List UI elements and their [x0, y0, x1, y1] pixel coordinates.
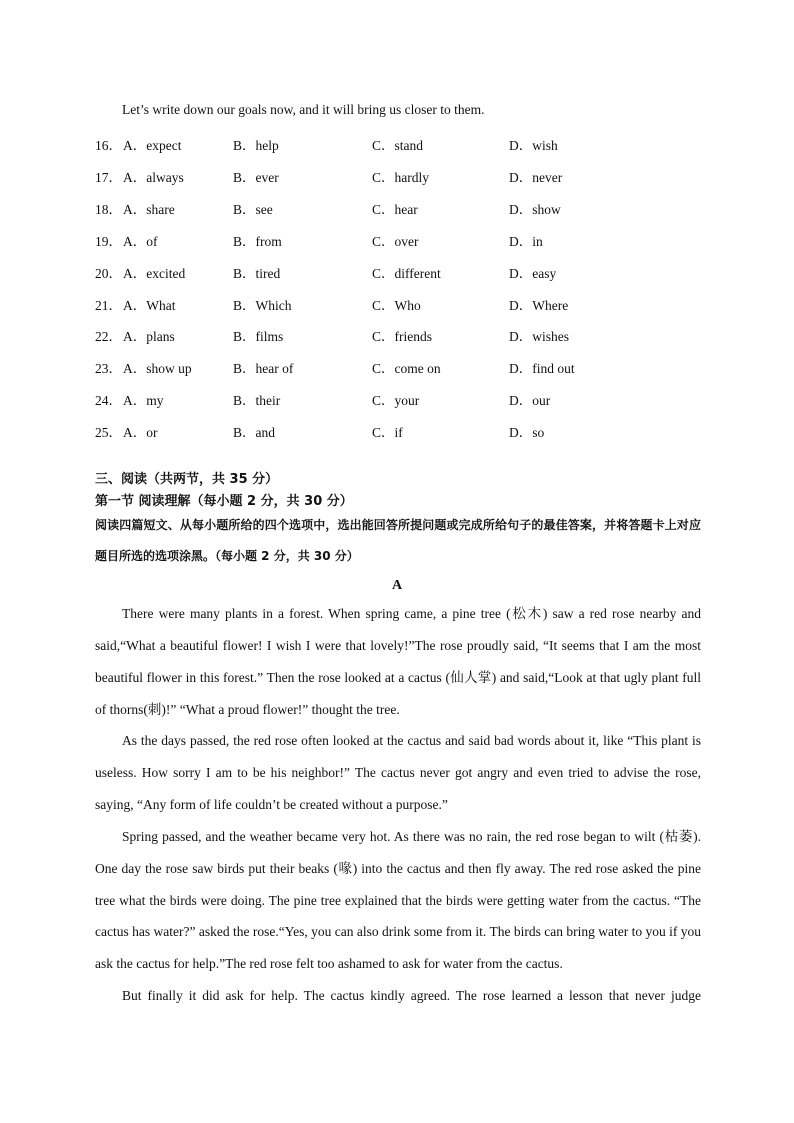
passage-title: A [391, 578, 403, 593]
option-d: D．in [509, 233, 543, 249]
question-number: 23． [95, 361, 122, 377]
option-b: B．hear of [233, 361, 294, 377]
option-a: A．What [123, 297, 176, 313]
section-heading: 三、阅读（共两节，共 35 分） [95, 472, 279, 487]
option-a: A．expect [123, 138, 182, 153]
question-number: 25． [95, 425, 122, 441]
option-c: C．your [372, 393, 420, 409]
option-d: D．wish [509, 138, 558, 153]
question-number: 21． [95, 297, 122, 313]
option-a: A．of [123, 233, 158, 249]
option-d: D．so [509, 425, 545, 441]
option-b: B．ever [233, 169, 279, 185]
question-row [95, 357, 715, 377]
option-b: B．help [233, 138, 279, 153]
paragraph: As the days passed, the red rose often looked at the cactus and said bad words about it, like “This plant is useless. How sorry I am to be his neighbor!” The cactus never got angry and even tried to advise the rose, saying, “Any form of life couldn’t be created without a purpose.” [95, 733, 701, 813]
option-a: A．show up [123, 361, 192, 377]
question-number: 20． [95, 265, 122, 281]
question-row [95, 262, 715, 282]
option-a: A．or [123, 425, 158, 441]
option-d: D．show [509, 201, 561, 217]
question-number: 18． [95, 201, 122, 217]
option-b: B．their [233, 393, 281, 409]
instructions: 阅读四篇短文、从每小题所给的四个选项中，选出能回答所提问题或完成所给句子的最佳答案，并将答题卡上对应题目所选的选项涂黑。（每小题 2 分，共 30 分） [95, 518, 701, 563]
paragraph: Spring passed, and the weather became very hot. As there was no rain, the red rose began to wilt (枯萎). One day the rose saw birds put their beaks (喙) into the cactus and then fly away. The red rose asked the pine tree what the birds were doing. The pine tree explained that the birds were getting water from the cactus. “The cactus has water?” asked the rose.“Yes, you can also drink some from it. The birds can bring water to you if you ask the cactus for help.”The red rose felt too ashamed to ask for water from the cactus. [95, 828, 701, 972]
option-c: C．if [372, 425, 403, 441]
passage-body [95, 598, 701, 1012]
option-c: C．stand [372, 138, 424, 153]
option-d: D．our [509, 393, 551, 409]
question-row [95, 230, 715, 250]
option-a: A．excited [123, 265, 186, 281]
option-d: D．find out [509, 361, 575, 377]
question-row [95, 325, 715, 345]
option-b: B．from [233, 233, 282, 249]
question-number: 22． [95, 329, 122, 345]
option-d: D．easy [509, 265, 557, 281]
question-row [95, 421, 715, 441]
paragraph: There were many plants in a forest. When spring came, a pine tree (松木) saw a red rose nearby and said,“What a beautiful flower! I wish I were that lovely!”The rose proudly said, “It seems that I am the most beautiful flower in this forest.” Then the rose looked at a cactus (仙人掌) and said,“Look at that ugly plant full of thorns(刺)!” “What a proud flower!” thought the tree. [95, 606, 701, 717]
option-c: C．friends [372, 329, 432, 345]
option-b: B．Which [233, 297, 292, 313]
option-a: A．my [123, 393, 164, 409]
question-row [95, 389, 715, 409]
option-b: B．and [233, 425, 275, 441]
option-c: C．Who [372, 297, 421, 313]
option-b: B．see [233, 201, 273, 217]
option-c: C．come on [372, 361, 441, 377]
option-a: A．share [123, 201, 175, 217]
option-b: B．tired [233, 265, 281, 281]
option-c: C．over [372, 233, 419, 249]
intro-line: Let’s write down our goals now, and it will bring us closer to them. [122, 102, 485, 117]
question-row [95, 294, 715, 314]
option-d: D．Where [509, 297, 569, 313]
option-c: C．hear [372, 201, 418, 217]
question-row [95, 198, 715, 218]
paragraph: But finally it did ask for help. The cactus kindly agreed. The rose learned a lesson that never judge [122, 988, 701, 1004]
option-d: D．never [509, 169, 563, 185]
option-b: B．films [233, 329, 284, 345]
subsection-heading: 第一节 阅读理解（每小题 2 分，共 30 分） [95, 494, 353, 509]
option-c: C．hardly [372, 169, 429, 185]
option-c: C．different [372, 265, 441, 281]
option-a: A．plans [123, 329, 175, 345]
question-row [95, 134, 715, 154]
question-number: 17． [95, 169, 122, 185]
question-row [95, 166, 715, 186]
question-number: 19． [95, 233, 122, 249]
question-number: 16． [95, 138, 122, 153]
option-d: D．wishes [509, 329, 569, 345]
question-number: 24． [95, 393, 122, 409]
option-a: A．always [123, 169, 184, 185]
